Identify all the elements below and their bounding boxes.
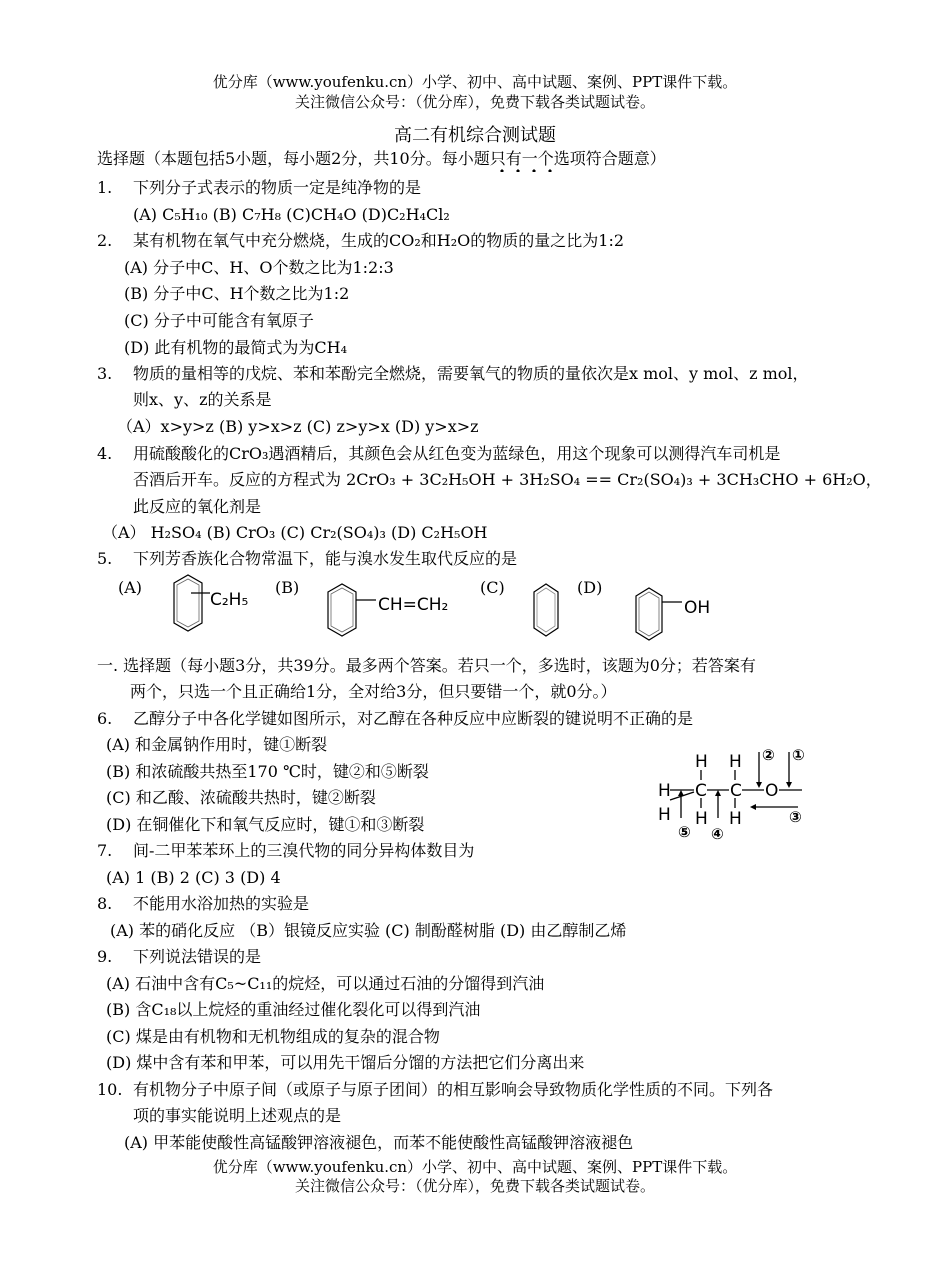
q9-stem: 下列说法错误的是	[133, 947, 262, 966]
q10-option-a: (A) 甲苯能使酸性高锰酸钾溶液褪色，而苯不能使酸性高锰酸钾溶液褪色	[124, 1133, 634, 1152]
styrene-structure	[322, 580, 472, 644]
page-title: 高二有机综合测试题	[394, 125, 556, 146]
q2-option-d: (D) 此有机物的最简式为为CH₄	[124, 338, 348, 357]
q7-stem: 间-二甲苯苯环上的三溴代物的同分异构体数目为	[133, 841, 475, 860]
bond-label-1: ①	[792, 746, 805, 764]
q3-stem-2: 则x、y、z的关系是	[133, 390, 272, 409]
q3-options: （A）x>y>z (B) y>x>z (C) z>y>x (D) y>x>z	[117, 417, 479, 436]
phenol-structure	[630, 584, 730, 648]
vinyl-group: CH=CH₂	[378, 595, 449, 615]
benzene-inner-ring	[331, 588, 353, 632]
arrowhead	[715, 790, 721, 796]
c-atom: C	[730, 781, 742, 801]
footer-line-2: 关注微信公众号：（优分库），免费下载各类试题试卷。	[294, 1177, 655, 1195]
q5-option-b-label: (B)	[275, 578, 300, 597]
bond-label-2: ②	[762, 746, 775, 764]
h-atom: H	[729, 809, 742, 829]
q3-number: 3.	[97, 364, 113, 383]
q2-option-a: (A) 分子中C、H、O个数之比为1:2:3	[124, 258, 394, 277]
q1-stem: 下列分子式表示的物质一定是纯净物的是	[133, 178, 422, 197]
q10-number: 10.	[97, 1080, 123, 1099]
q2-number: 2.	[97, 231, 113, 250]
q2-stem: 某有机物在氧气中充分燃烧，生成的CO₂和H₂O的物质的量之比为1:2	[133, 231, 625, 250]
q9-option-b: (B) 含C₁₈以上烷烃的重油经过催化裂化可以得到汽油	[106, 1000, 481, 1019]
q4-options: （A） H₂SO₄ (B) CrO₃ (C) Cr₂(SO₄)₃ (D) C₂H₅OH	[102, 523, 488, 542]
arrowhead	[756, 782, 762, 788]
h-atom: H	[658, 805, 671, 825]
ethyl-group: C₂H₅	[210, 590, 249, 610]
ethanol-bond-diagram	[652, 740, 822, 845]
benzene-structure	[528, 580, 568, 644]
q6-number: 6.	[97, 709, 113, 728]
header-line-2: 关注微信公众号：（优分库），免费下载各类试题试卷。	[294, 93, 655, 111]
h-atom: H	[729, 752, 742, 772]
benzene-ring	[636, 588, 662, 640]
q7-options: (A) 1 (B) 2 (C) 3 (D) 4	[106, 868, 281, 887]
section-1-intro-a: 选择题（本题包括5小题，每小题2分，共10分。每小题	[97, 149, 490, 168]
header-line-1: 优分库（www.youfenku.cn）小学、初中、高中试题、案例、PPT课件下载。	[212, 73, 738, 91]
arrowhead	[678, 790, 684, 796]
bond-label-3: ③	[789, 808, 802, 826]
q9-number: 9.	[97, 947, 113, 966]
q6-stem: 乙醇分子中各化学键如图所示，对乙醇在各种反应中应断裂的键说明不正确的是	[133, 709, 694, 728]
q6-option-c: (C) 和乙酸、浓硫酸共热时，键②断裂	[106, 788, 376, 807]
h-atom: H	[695, 809, 708, 829]
q7-number: 7.	[97, 841, 113, 860]
q8-number: 8.	[97, 894, 113, 913]
q4-stem-3: 此反应的氧化剂是	[133, 497, 262, 516]
q5-option-d-label: (D)	[577, 578, 603, 597]
section-2-intro-2: 两个，只选一个且正确给1分，全对给3分，但只要错一个，就0分。）	[130, 682, 617, 701]
q9-option-c: (C) 煤是由有机物和无机物组成的复杂的混合物	[106, 1027, 440, 1046]
c-atom: C	[695, 781, 707, 801]
q8-stem: 不能用水浴加热的实验是	[133, 894, 310, 913]
q8-options: (A) 苯的硝化反应 （B）银镜反应实验 (C) 制酚醛树脂 (D) 由乙醇制乙烯	[110, 921, 627, 940]
q5-number: 5.	[97, 549, 113, 568]
q4-stem-1: 用硫酸酸化的CrO₃遇酒精后，其颜色会从红色变为蓝绿色，用这个现象可以测得汽车司机是	[133, 444, 781, 463]
q6-option-a: (A) 和金属钠作用时，键①断裂	[106, 735, 328, 754]
q5-option-c-label: (C)	[480, 578, 505, 597]
bond-label-5: ⑤	[678, 823, 691, 841]
ethylbenzene-structure	[158, 573, 268, 637]
section-1-intro	[97, 149, 666, 169]
benzene-ring	[328, 584, 356, 636]
footer-line-1: 优分库（www.youfenku.cn）小学、初中、高中试题、案例、PPT课件下载。	[212, 1158, 738, 1176]
q10-stem-2: 项的事实能说明上述观点的是	[133, 1106, 342, 1125]
benzene-inner-ring	[537, 588, 555, 632]
q4-number: 4.	[97, 444, 113, 463]
section-1-intro-emph: 只有一个	[490, 149, 554, 172]
benzene-inner-ring	[177, 579, 199, 627]
bond-label-4: ④	[711, 825, 724, 843]
q1-number: 1.	[97, 178, 113, 197]
q5-option-a-label: (A)	[118, 578, 143, 597]
arrowhead	[750, 804, 756, 810]
benzene-inner-ring	[639, 592, 659, 636]
q9-option-a: (A) 石油中含有C₅~C₁₁的烷烃，可以通过石油的分馏得到汽油	[106, 974, 545, 993]
q1-options: (A) C₅H₁₀ (B) C₇H₈ (C)CH₄O (D)C₂H₄Cl₂	[133, 205, 450, 224]
arrowhead	[786, 782, 792, 788]
q9-option-d: (D) 煤中含有苯和甲苯，可以用先干馏后分馏的方法把它们分离出来	[106, 1053, 585, 1072]
q2-option-c: (C) 分子中可能含有氧原子	[124, 311, 314, 330]
h-atom: H	[658, 781, 671, 801]
o-atom: O	[765, 781, 779, 801]
h-atom: H	[695, 752, 708, 772]
q6-option-b: (B) 和浓硫酸共热至170 ℃时，键②和⑤断裂	[106, 762, 429, 781]
q6-option-d: (D) 在铜催化下和氧气反应时，键①和③断裂	[106, 815, 425, 834]
q4-stem-2: 否酒后开车。反应的方程式为 2CrO₃ + 3C₂H₅OH + 3H₂SO₄ == Cr₂(SO₄)₃ + 3CH₃CHO + 6H₂O，	[133, 470, 882, 489]
q5-stem: 下列芳香族化合物常温下，能与溴水发生取代反应的是	[133, 549, 518, 568]
q3-stem-1: 物质的量相等的戊烷、苯和苯酚完全燃烧，需要氧气的物质的量依次是x mol、y mol、z mol，	[133, 364, 809, 383]
section-2-intro-1: 一. 选择题（每小题3分，共39分。最多两个答案。若只一个，多选时，该题为0分；若答案有	[97, 656, 756, 675]
q10-stem-1: 有机物分子中原子间（或原子与原子团间）的相互影响会导致物质化学性质的不同。下列各	[133, 1080, 774, 1099]
benzene-ring	[174, 575, 202, 631]
section-1-intro-b: 选项符合题意）	[553, 149, 666, 168]
hydroxyl-group: OH	[684, 598, 711, 618]
q2-option-b: (B) 分子中C、H个数之比为1:2	[124, 284, 350, 303]
benzene-ring	[534, 584, 558, 636]
